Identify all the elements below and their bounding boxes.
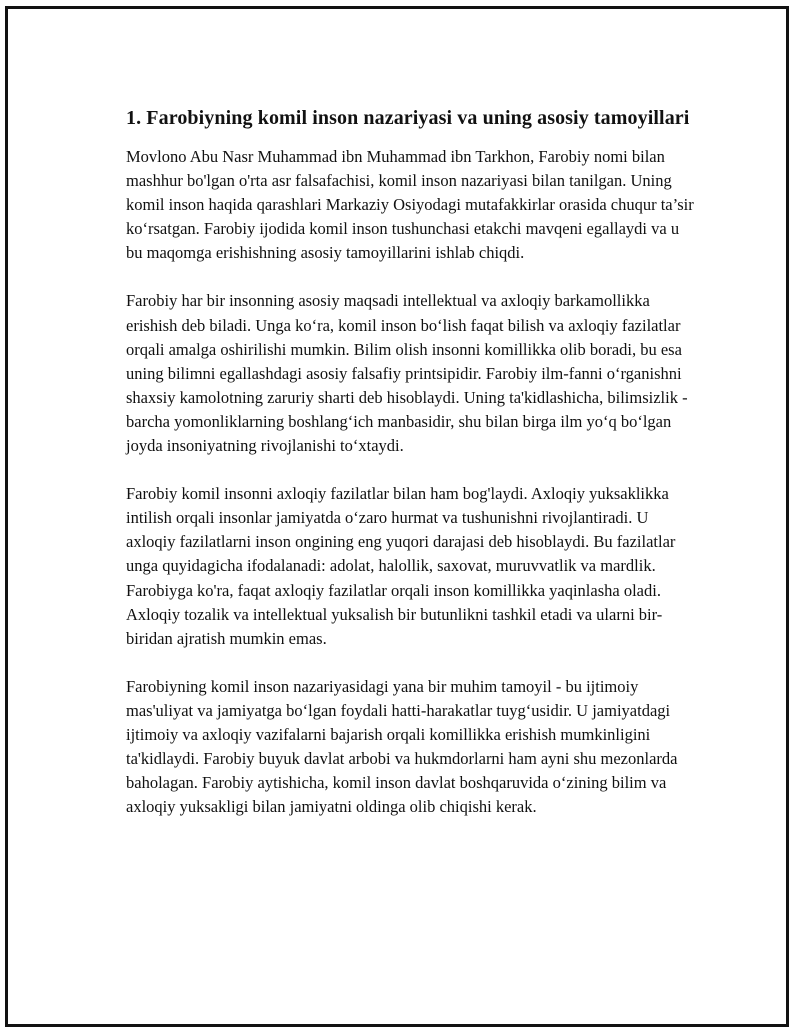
section-heading: 1. Farobiyning komil inson nazariyasi va uning asosiy tamoyillari	[126, 107, 690, 129]
paragraph-4: Farobiyning komil inson nazariyasidagi yana bir muhim tamoyil - bu ijtimoiy mas'uliyat va jamiyatga bo‘lgan foydali hatti-harakatlar tuyg‘usidir. U jamiyatdagi ijtimoiy va axloqiy vazifalarni bajarish orqali komillikka erishish mumkinligini ta'kidlaydi. Farobiy buyuk davlat arbobi va hukmdorlarni ham ayni shu mezonlarda baholagan. Farobiy aytishicha, komil inson davlat boshqaruvida o‘zining bilim va axloqiy yuksakligi bilan jamiyatni oldinga olib chiqishi kerak.	[126, 676, 678, 817]
page-frame	[5, 6, 789, 1027]
document-body	[126, 105, 696, 843]
paragraph-3: Farobiy komil insonni axloqiy fazilatlar bilan ham bog'laydi. Axloqiy yuksaklikka intilish orqali insonlar jamiyatda o‘zaro hurmat va tushunishni rivojlantiradi. U axloqiy fazilatlarni inson ongining eng yuqori darajasi deb hisoblaydi. Bu fazilatlar unga quyidagicha ifodalanadi: adolat, halollik, saxovat, muruvvatlik va mardlik. Farobiyga ko'ra, faqat axloqiy fazilatlar orqali inson komillikka yaqinlasha oladi. Axloqiy tozalik va intellektual yuksalish bir butunlikni tashkil etadi va ularni bir-biridan ajratish mumkin emas.	[126, 484, 676, 648]
paragraph-1: Movlono Abu Nasr Muhammad ibn Muhammad ibn Tarkhon, Farobiy nomi bilan mashhur bo'lgan o'rta asr falsafachisi, komil inson nazariyasi bilan tanilgan. Uning komil inson haqida qarashlari Markaziy Osiyodagi mutafakkirlar orasida chuqur ta’sir ko‘rsatgan. Farobiy ijodida komil inson tushunchasi etakchi mavqeni egallaydi va u bu maqomga erishishning asosiy tamoyillarini ishlab chiqdi.	[126, 147, 694, 263]
paragraph-2: Farobiy har bir insonning asosiy maqsadi intellektual va axloqiy barkamollikka erishish deb biladi. Unga ko‘ra, komil inson bo‘lish faqat bilish va axloqiy fazilatlar orqali amalga oshirilishi mumkin. Bilim olish insonni komillikka olib boradi, bu esa uning bilimni egallashdagi asosiy falsafiy printsipidir. Farobiy ilm-fanni o‘rganishni shaxsiy kamolotning zaruriy sharti deb hisoblaydi. Uning ta'kidlashicha, bilimsizlik - barcha yomonliklarning boshlang‘ich manbasidir, shu bilan birga ilm yo‘q bo‘lgan joyda insoniyatning rivojlanishi to‘xtaydi.	[126, 291, 688, 456]
